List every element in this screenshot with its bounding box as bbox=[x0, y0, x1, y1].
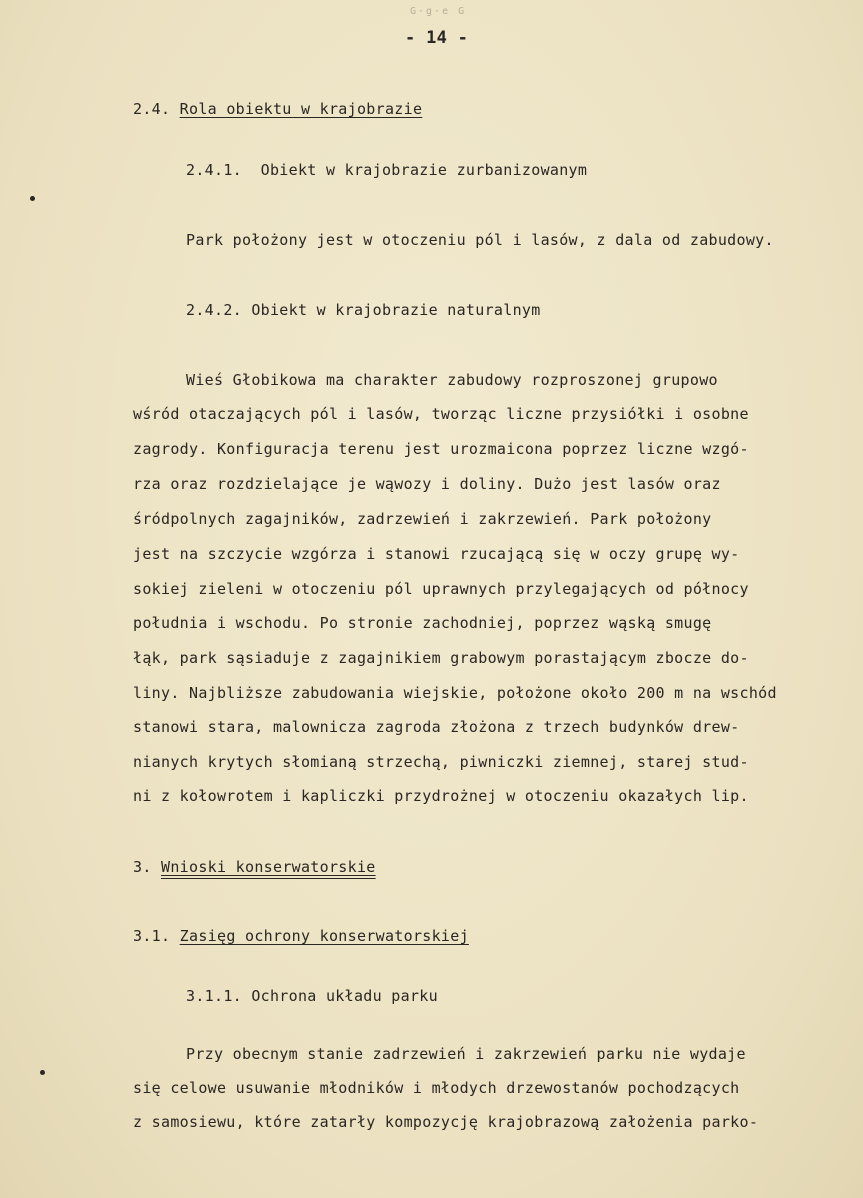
section-2-4-heading bbox=[133, 99, 422, 119]
paragraph-line: Przy obecnym stanie zadrzewień i zakrzewień parku nie wydaje bbox=[186, 1045, 746, 1063]
section-3-1-title: Zasięg ochrony konserwatorskiej bbox=[179, 927, 469, 945]
section-2-4-1-paragraph: Park położony jest w otoczeniu pól i lasów, z dala od zabudowy. bbox=[186, 231, 774, 249]
margin-mark bbox=[40, 1070, 45, 1075]
paragraph-line: zagrody. Konfiguracja terenu jest urozmaicona poprzez liczne wzgó- bbox=[133, 440, 749, 458]
paragraph-line: południa i wschodu. Po stronie zachodniej, poprzez wąską smugę bbox=[133, 614, 712, 632]
paragraph-line: śródpolnych zagajników, zadrzewień i zakrzewień. Park położony bbox=[133, 510, 712, 528]
section-2-4-title: Rola obiektu w krajobrazie bbox=[179, 100, 423, 118]
section-3-heading bbox=[133, 857, 376, 877]
paragraph-line: sokiej zieleni w otoczeniu pól uprawnych przylegających od północy bbox=[133, 580, 749, 598]
paragraph-line: jest na szczycie wzgórza i stanowi rzucającą się w oczy grupę wy- bbox=[133, 545, 740, 563]
section-3-1-number: 3.1. bbox=[133, 927, 171, 945]
paragraph-line: nianych krytych słomianą strzechą, piwniczki ziemnej, starej stud- bbox=[133, 753, 749, 771]
section-2-4-1-heading: 2.4.1. Obiekt w krajobrazie zurbanizowanym bbox=[186, 161, 588, 179]
paragraph-line: się celowe usuwanie młodników i młodych drzewostanów pochodzących bbox=[133, 1079, 740, 1097]
paragraph-line: z samosiewu, które zatarły kompozycję krajobrazową założenia parko- bbox=[133, 1113, 759, 1131]
paragraph-line: liny. Najbliższe zabudowania wiejskie, położone około 200 m na wschód bbox=[133, 684, 777, 702]
section-2-4-2-heading: 2.4.2. Obiekt w krajobrazie naturalnym bbox=[186, 301, 541, 319]
paragraph-line: łąk, park sąsiaduje z zagajnikiem grabowym porastającym zbocze do- bbox=[133, 649, 749, 667]
paragraph-line: Wieś Głobikowa ma charakter zabudowy rozproszonej grupowo bbox=[186, 371, 718, 389]
section-3-1-heading bbox=[133, 926, 469, 946]
paragraph-line: stanowi stara, malownicza zagroda złożona z trzech budynków drew- bbox=[133, 718, 740, 736]
section-3-title: Wnioski konserwatorskie bbox=[161, 858, 376, 876]
paragraph-line: wśród otaczających pól i lasów, tworząc liczne przysiółki i osobne bbox=[133, 405, 749, 423]
section-3-1-1-heading: 3.1.1. Ochrona układu parku bbox=[186, 987, 438, 1005]
section-2-4-number: 2.4. bbox=[133, 100, 171, 118]
section-3-number: 3. bbox=[133, 858, 152, 876]
paragraph-line: ni z kołowrotem i kapliczki przydrożnej w otoczeniu okazałych lip. bbox=[133, 787, 749, 805]
paragraph-line: rza oraz rozdzielające je wąwozy i doliny. Dużo jest lasów oraz bbox=[133, 475, 721, 493]
page-number: - 14 - bbox=[405, 28, 469, 48]
faint-stamp: G·g·e G bbox=[410, 6, 467, 17]
margin-mark bbox=[30, 196, 35, 201]
